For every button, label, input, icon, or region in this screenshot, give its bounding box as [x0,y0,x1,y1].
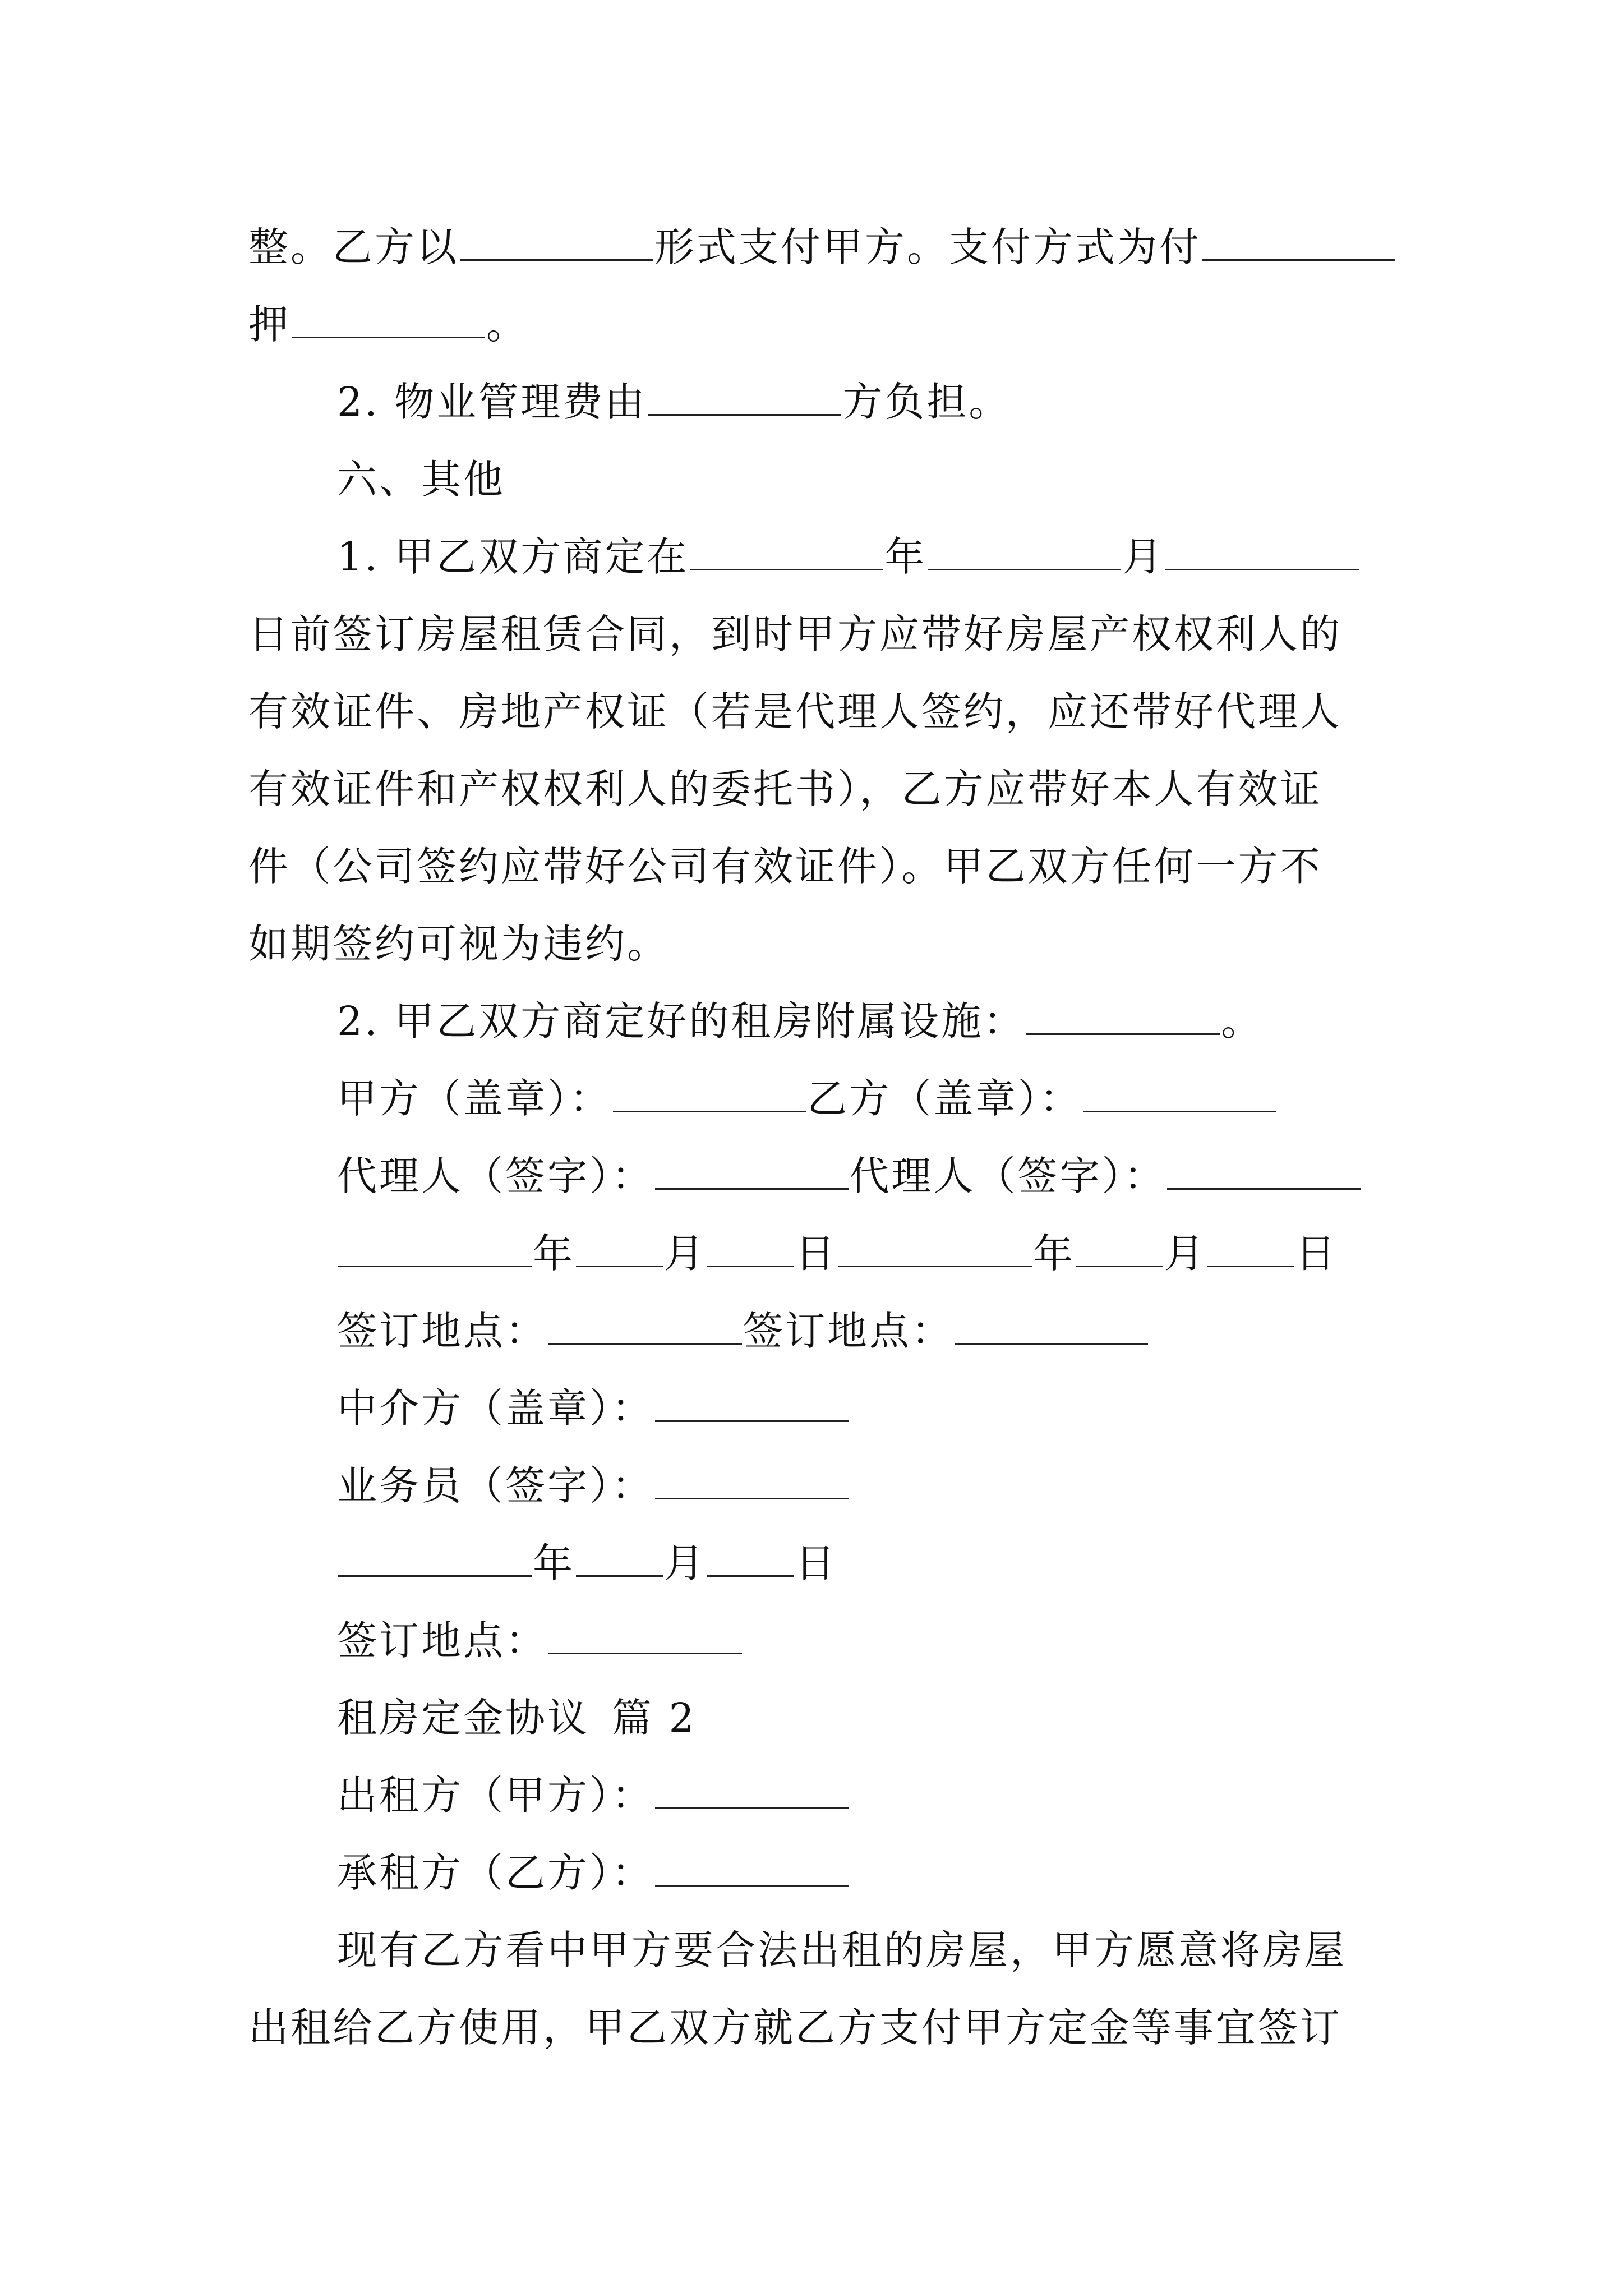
fill-blank [1165,527,1359,570]
document-body [248,209,1395,2067]
fill-blank [292,295,485,338]
fill-blank [548,1611,742,1654]
fill-blank [690,527,883,570]
fill-blank [707,1224,794,1267]
lessee-line: 承租方（乙方）： [248,1834,1395,1912]
fill-blank [613,1069,806,1112]
lessor-line: 出租方（甲方）： [248,1757,1395,1834]
signing-place-line: 签订地点： 签订地点： [248,1292,1395,1370]
text-line: 件（公司签约应带好公司有效证件）。甲乙双方任何一方不 [248,843,1322,890]
fill-blank [655,1379,849,1422]
signature-line-party: 甲方（盖章）： 乙方（盖章）： [248,1060,1395,1138]
fill-blank [655,1766,849,1809]
fill-blank [1202,218,1395,261]
text-line: 2. 甲乙双方商定好的租房附属设施： 。 [248,983,1395,1060]
fill-blank [1076,1224,1163,1267]
fill-blank [576,1224,663,1267]
fill-blank [548,1301,742,1345]
fill-blank [1207,1224,1294,1267]
fill-blank [1026,992,1220,1035]
text-line: 出租给乙方使用，甲乙双方就乙方支付甲方定金等事宜签订 [248,2004,1343,2051]
signature-line-agent: 代理人（签字）： 代理人（签字）： [248,1138,1395,1215]
intermediary-line: 中介方（盖章）： [248,1370,1395,1447]
salesperson-line: 业务员（签字）： [248,1447,1395,1525]
date-line: 年 月 日 年 月 日 [248,1215,1395,1292]
fill-blank [576,1534,663,1577]
fill-blank [838,1224,1032,1267]
text-line: 有效证件、房地产权证（若是代理人签约，应还带好代理人 [248,688,1343,735]
fill-blank [955,1301,1148,1345]
fill-blank [655,1147,849,1190]
fill-blank [707,1534,794,1577]
text-line: 2. 物业管理费由 方负担。 [248,364,1395,441]
signing-place-line: 签订地点： [248,1602,1395,1680]
fill-blank [655,1456,849,1499]
fill-blank [1083,1069,1276,1112]
fill-blank [648,372,841,416]
fill-blank [338,1224,532,1267]
text-line: 日前签订房屋租赁合同，到时甲方应带好房屋产权权利人的 [248,611,1343,657]
fill-blank [655,1843,849,1887]
section-heading: 六、其他 [337,456,506,503]
fill-blank [338,1534,532,1577]
fill-blank [928,527,1121,570]
text-line: 1. 甲乙双方商定在 年 月 [248,518,1395,596]
fill-blank [1167,1147,1361,1190]
text-line: 如期签约可视为违约。 [248,921,670,967]
text-line: 整。乙方以 形式支付甲方。支付方式为付 [248,209,1395,286]
article-title: 租房定金协议 篇 2 [337,1695,697,1741]
text-line: 押 。 [248,286,1395,364]
text-line: 有效证件和产权权利人的委托书），乙方应带好本人有效证 [248,766,1322,812]
date-line: 年 月 日 [248,1525,1395,1602]
text-line: 现有乙方看中甲方要合法出租的房屋，甲方愿意将房屋 [337,1927,1347,1973]
fill-blank [460,218,653,261]
